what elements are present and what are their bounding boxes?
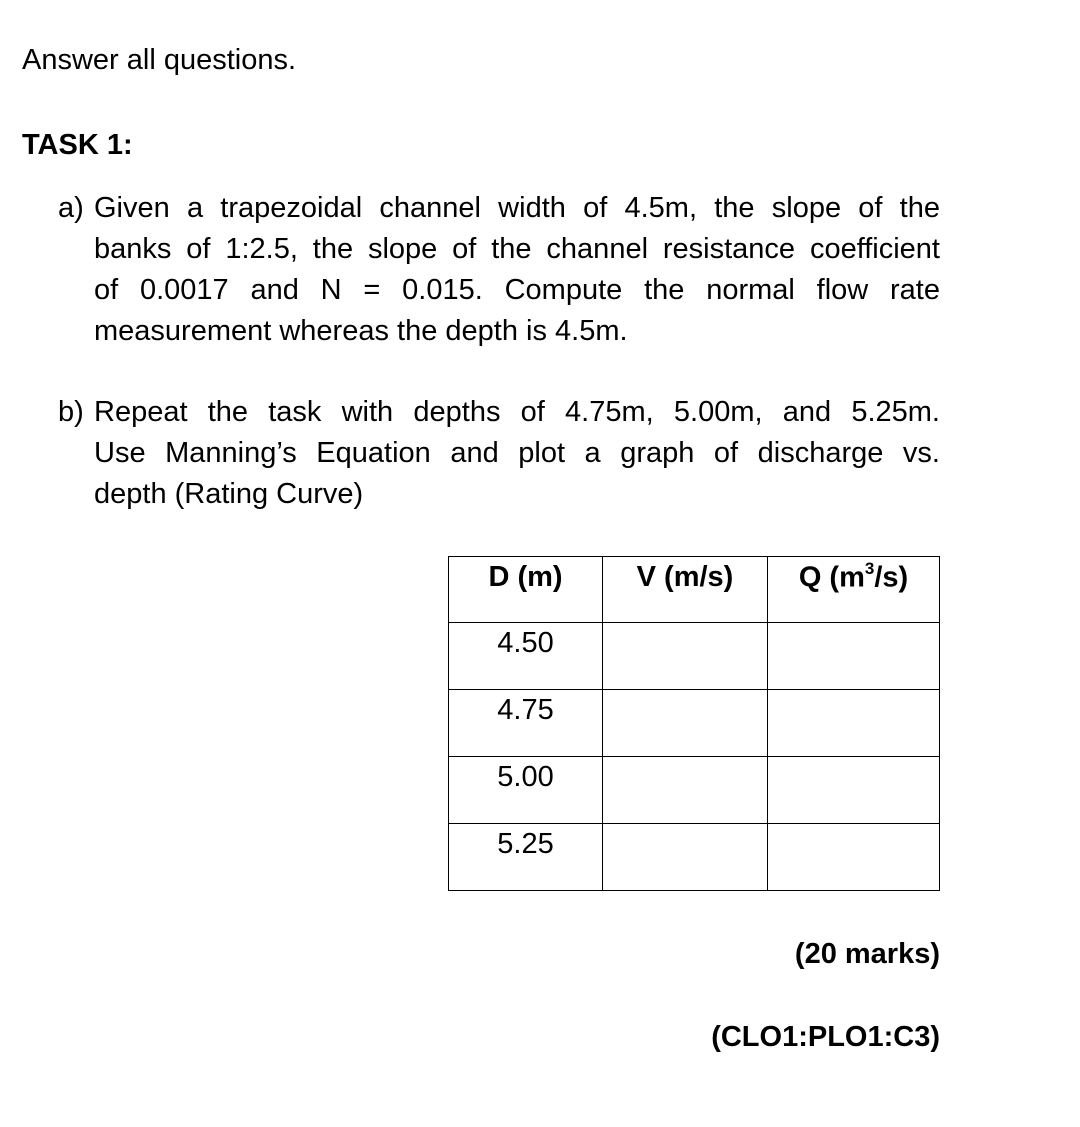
question-a-line — [58, 188, 940, 229]
results-table — [448, 556, 940, 891]
table-header-row — [449, 557, 940, 623]
cell-depth: 4.75 — [449, 690, 603, 757]
question-a-line-4: measurement whereas the depth is 4.5m. — [94, 315, 628, 347]
table-row — [449, 690, 940, 757]
cell-velocity — [603, 757, 768, 824]
question-a-line-3: of 0.0017 and N = 0.015. Compute the normal flow rate — [94, 274, 940, 306]
task-title: TASK 1: — [22, 129, 133, 161]
header-depth: D (m) — [449, 557, 603, 623]
cell-discharge — [768, 824, 940, 891]
cell-discharge — [768, 690, 940, 757]
cell-depth: 5.00 — [449, 757, 603, 824]
cell-discharge — [768, 623, 940, 690]
marks-label: (20 marks) — [794, 938, 940, 970]
table-row — [449, 757, 940, 824]
cell-velocity — [603, 824, 768, 891]
question-a-line-1: Given a trapezoidal channel width of 4.5m, the slope of the — [94, 192, 940, 224]
header-discharge-prefix: Q (m — [798, 561, 865, 594]
header-discharge — [768, 557, 940, 623]
instruction-text: Answer all questions. — [22, 44, 297, 76]
question-b — [58, 392, 940, 515]
table-row — [449, 824, 940, 891]
question-b-line — [58, 392, 940, 433]
clo-label: (CLO1:PLO1:C3) — [711, 1021, 940, 1053]
cell-depth: 5.25 — [449, 824, 603, 891]
question-b-line-2: Use Manning’s Equation and plot a graph of discharge vs. — [94, 437, 940, 469]
table-row — [449, 623, 940, 690]
header-discharge-sup: 3 — [864, 559, 875, 578]
cell-depth: 4.50 — [449, 623, 603, 690]
cell-velocity — [603, 690, 768, 757]
cell-discharge — [768, 757, 940, 824]
question-a — [58, 188, 940, 352]
question-b-line-3: depth (Rating Curve) — [94, 478, 364, 510]
question-b-line-1: Repeat the task with depths of 4.75m, 5.00m, and 5.25m. — [94, 396, 940, 428]
header-velocity: V (m/s) — [603, 557, 768, 623]
question-b-label: b) — [58, 396, 84, 428]
header-discharge-suffix: /s) — [874, 561, 909, 594]
cell-velocity — [603, 623, 768, 690]
question-a-label: a) — [58, 192, 84, 224]
question-a-line-2: banks of 1:2.5, the slope of the channel resistance coefficient — [94, 233, 940, 265]
